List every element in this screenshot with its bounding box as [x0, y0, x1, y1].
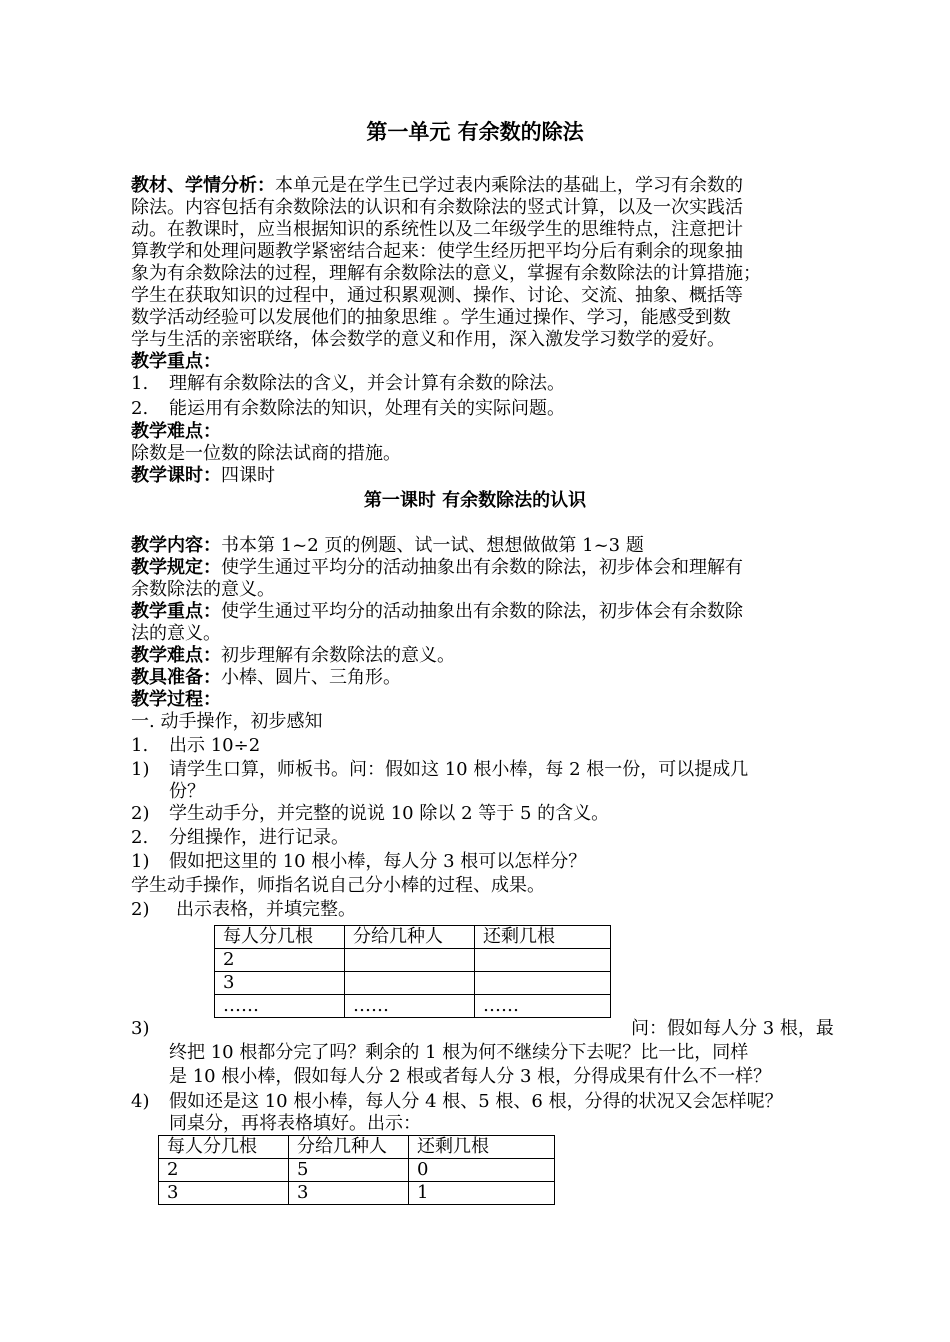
table-cell [345, 972, 475, 995]
table-cell: 5 [289, 1159, 409, 1182]
unit-difficulty-label: 教学难点： [131, 421, 221, 442]
table-row [159, 1182, 555, 1205]
analysis-line: 除法。内容包括有余数除法的认识和有余数除法的竖式计算，以及一次实践活 [131, 197, 743, 218]
analysis-text: 本单元是在学生已学过表内乘除法的基础上，学习有余数的 [275, 175, 743, 196]
list-item: 理解有余数除法的含义，并会计算有余数的除法。 [169, 373, 565, 394]
lesson-content-label: 教学内容： [131, 535, 221, 556]
record-table [214, 925, 611, 1018]
analysis-line: 学生在获取知识的过程中，通过积累观测、操作、讨论、交流、抽象、概括等 [131, 285, 743, 306]
list-item: 出示 10÷2 [169, 735, 261, 756]
table-cell: …… [345, 995, 475, 1018]
unit-focus-label: 教学重点： [131, 351, 221, 372]
unit-difficulty-text: 除数是一位数的除法试商的措施。 [131, 443, 401, 464]
lesson-focus-line [131, 601, 743, 623]
lesson-focus-text-2: 法的意义。 [131, 623, 221, 644]
table-header-cell: 分给几种人 [345, 926, 475, 949]
table-cell: 3 [159, 1182, 289, 1205]
table-cell: 2 [159, 1159, 289, 1182]
lesson-goal-text: 使学生通过平均分的活动抽象出有余数的除法，初步体会和理解有 [221, 557, 743, 578]
table-cell: 3 [289, 1182, 409, 1205]
list-item-continued: 份？ [169, 781, 205, 802]
table-header-cell: 分给几种人 [289, 1136, 409, 1159]
lesson-title: 第一课时 有余数除法的认识 [363, 490, 587, 511]
analysis-line: 象为有余数除法的过程，理解有余数除法的意义，掌握有余数除法的计算措施； [131, 263, 761, 284]
list-number: 1) [131, 759, 150, 780]
list-item: 请学生口算，师板书。问：假如这 10 根小棒，每 2 根一份，可以提成几 [169, 759, 749, 780]
table-cell: 3 [215, 972, 345, 995]
table-cell [345, 949, 475, 972]
page-title: 第一单元 有余数的除法 [366, 120, 584, 144]
analysis-label: 教材、学情分析： [131, 175, 275, 196]
list-item: 能运用有余数除法的知识，处理有关的实际问题。 [169, 398, 565, 419]
list-item-continued: 同桌分，再将表格填好。出示： [169, 1113, 421, 1134]
table-row [215, 995, 611, 1018]
list-item-continued: 终把 10 根都分完了吗？剩余的 1 根为何不继续分下去呢？比一比，同样 [169, 1042, 749, 1063]
unit-hours-line [131, 465, 275, 487]
analysis-line: 动。在教课时，应当根据知识的系统性以及二年级学生的思维特点，注意把计 [131, 219, 743, 240]
analysis-line: 算教学和处理问题教学紧密结合起来：使学生经历把平均分后有剩余的现象抽 [131, 241, 743, 262]
result-table [158, 1135, 555, 1205]
list-item: 学生动手分，并完整的说说 10 除以 2 等于 5 的含义。 [169, 803, 610, 824]
lesson-content-text: 书本第 1~2 页的例题、试一试、想想做做第 1~3 题 [221, 535, 644, 556]
list-number: 2) [131, 803, 150, 824]
lesson-content-line [131, 535, 644, 557]
list-number: 2) [131, 899, 150, 920]
list-item: 问：假如每人分 3 根，最 [631, 1018, 834, 1039]
unit-hours-text: 四课时 [221, 465, 275, 486]
list-item: 出示表格，并填完整。 [176, 899, 356, 920]
table-cell [475, 949, 611, 972]
lesson-focus-text: 使学生通过平均分的活动抽象出有余数的除法，初步体会有余数除 [221, 601, 743, 622]
table-row [215, 972, 611, 995]
lesson-process-label: 教学过程： [131, 689, 221, 710]
lesson-focus-label: 教学重点： [131, 601, 221, 622]
table-cell: …… [475, 995, 611, 1018]
lesson-difficulty-label: 教学难点： [131, 645, 221, 666]
lesson-tools-label: 教具准备： [131, 667, 221, 688]
paragraph: 学生动手操作，师指名说自己分小棒的过程、成果。 [131, 875, 545, 896]
lesson-goal-label: 教学规定： [131, 557, 221, 578]
list-item: 分组操作，进行记录。 [169, 827, 349, 848]
analysis-line: 学与生活的亲密联络，体会数学的意义和作用，深入激发学习数学的爱好。 [131, 329, 725, 350]
list-number: 3) [131, 1018, 150, 1039]
lesson-difficulty-text: 初步理解有余数除法的意义。 [221, 645, 455, 666]
table-header-row [159, 1136, 555, 1159]
step-heading: 一. 动手操作，初步感知 [131, 711, 323, 732]
table-header-cell: 还剩几根 [409, 1136, 555, 1159]
table-cell: 0 [409, 1159, 555, 1182]
analysis-line: 数学活动经验可以发展他们的抽象思维 。学生通过操作、学习，能感受到数 [131, 307, 731, 328]
list-number: 2. [131, 827, 149, 848]
lesson-difficulty-line [131, 645, 455, 667]
list-item: 假如还是这 10 根小棒，每人分 4 根、5 根、6 根，分得的状况又会怎样呢？ [169, 1091, 783, 1112]
analysis-line [131, 175, 743, 197]
unit-hours-label: 教学课时： [131, 465, 221, 486]
table-cell: …… [215, 995, 345, 1018]
list-number: 1) [131, 851, 150, 872]
table-cell: 1 [409, 1182, 555, 1205]
list-number: 1. [131, 735, 149, 756]
list-number: 2. [131, 398, 149, 419]
list-item: 假如把这里的 10 根小棒，每人分 3 根可以怎样分？ [169, 851, 587, 872]
lesson-tools-line [131, 667, 401, 689]
table-header-cell: 每人分几根 [215, 926, 345, 949]
list-item-continued: 是 10 根小棒，假如每人分 2 根或者每人分 3 根，分得成果有什么不一样？ [169, 1066, 772, 1087]
table-cell: 2 [215, 949, 345, 972]
lesson-tools-text: 小棒、圆片、三角形。 [221, 667, 401, 688]
table-header-row [215, 926, 611, 949]
table-header-cell: 还剩几根 [475, 926, 611, 949]
table-row [215, 949, 611, 972]
list-number: 1. [131, 373, 149, 394]
table-row [159, 1159, 555, 1182]
table-header-cell: 每人分几根 [159, 1136, 289, 1159]
lesson-goal-text-2: 余数除法的意义。 [131, 579, 275, 600]
table-cell [475, 972, 611, 995]
list-number: 4) [131, 1091, 150, 1112]
lesson-goal-line [131, 557, 743, 579]
